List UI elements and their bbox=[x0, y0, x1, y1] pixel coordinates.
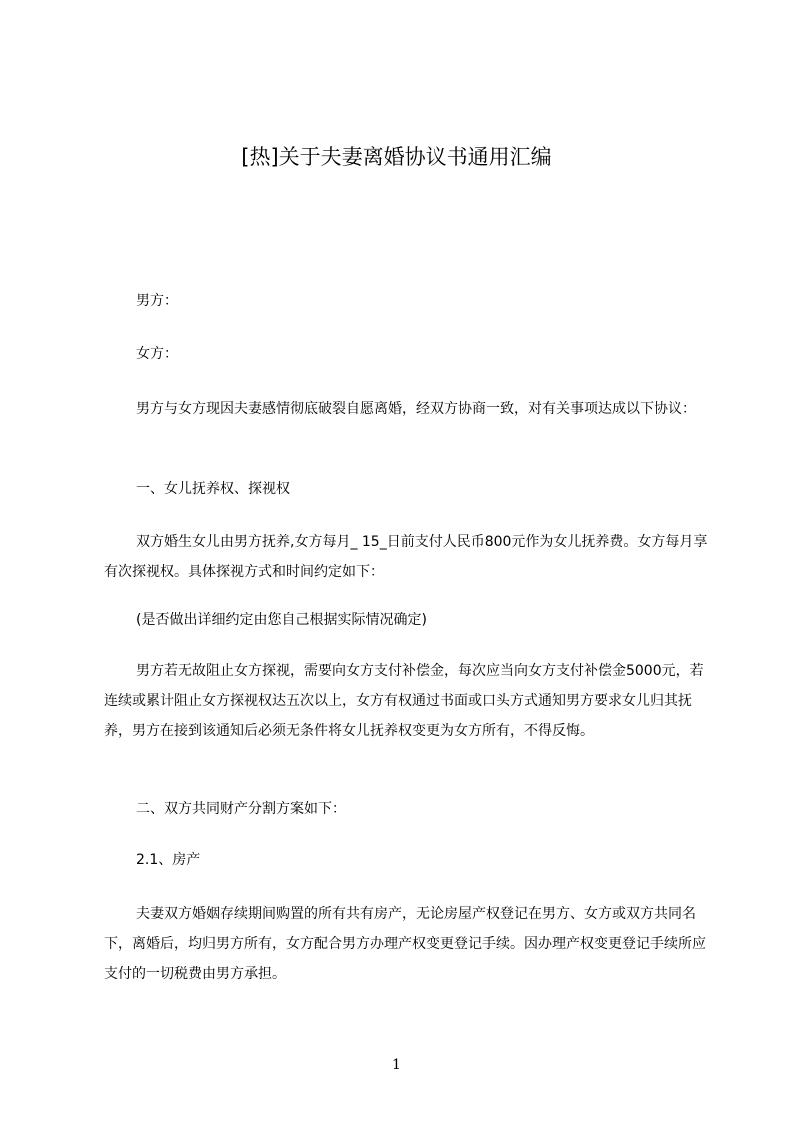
paragraph-male-party: 男方： bbox=[136, 293, 178, 309]
paragraph-note: (是否做出详细约定由您自己根据实际情况确定) bbox=[136, 612, 427, 628]
paragraph-intro: 男方与女方现因夫妻感情彻底破裂自愿离婚，经双方协商一致，对有关事项达成以下协议： bbox=[136, 401, 696, 417]
paragraph-custody-terms: 双方婚生女儿由男方抚养,女方每月_ 15_日前支付人民币800元作为女儿抚养费。女方每月享有次探视权。具体探视方式和时间约定如下： bbox=[104, 534, 708, 580]
section-heading-custody: 一、女儿抚养权、探视权 bbox=[136, 481, 290, 497]
paragraph-visitation-compensation: 男方若无故阻止女方探视，需要向女方支付补偿金，每次应当向女方支付补偿金5000元，若连续或累计阻止女方探视权达五次以上，女方有权通过书面或口头方式通知男方要求女儿归其抚养，男方在接到该通知后必须无条件将女儿抚养权变更为女方所有，不得反悔。 bbox=[104, 663, 704, 739]
document-title: [热]关于夫妻离婚协议书通用汇编 bbox=[241, 145, 552, 169]
paragraph-housing-terms: 夫妻双方婚姻存续期间购置的所有共有房产，无论房屋产权登记在男方、女方或双方共同名下，离婚后，均归男方所有，女方配合男方办理产权变更登记手续。因办理产权变更登记手续所应支付的一切税费由男方承担。 bbox=[104, 906, 706, 982]
paragraph-female-party: 女方： bbox=[136, 346, 178, 362]
section-heading-property: 二、双方共同财产分割方案如下： bbox=[136, 801, 346, 817]
subsection-heading-housing: 2.1、房产 bbox=[136, 852, 201, 868]
page-number: 1 bbox=[392, 1057, 401, 1073]
